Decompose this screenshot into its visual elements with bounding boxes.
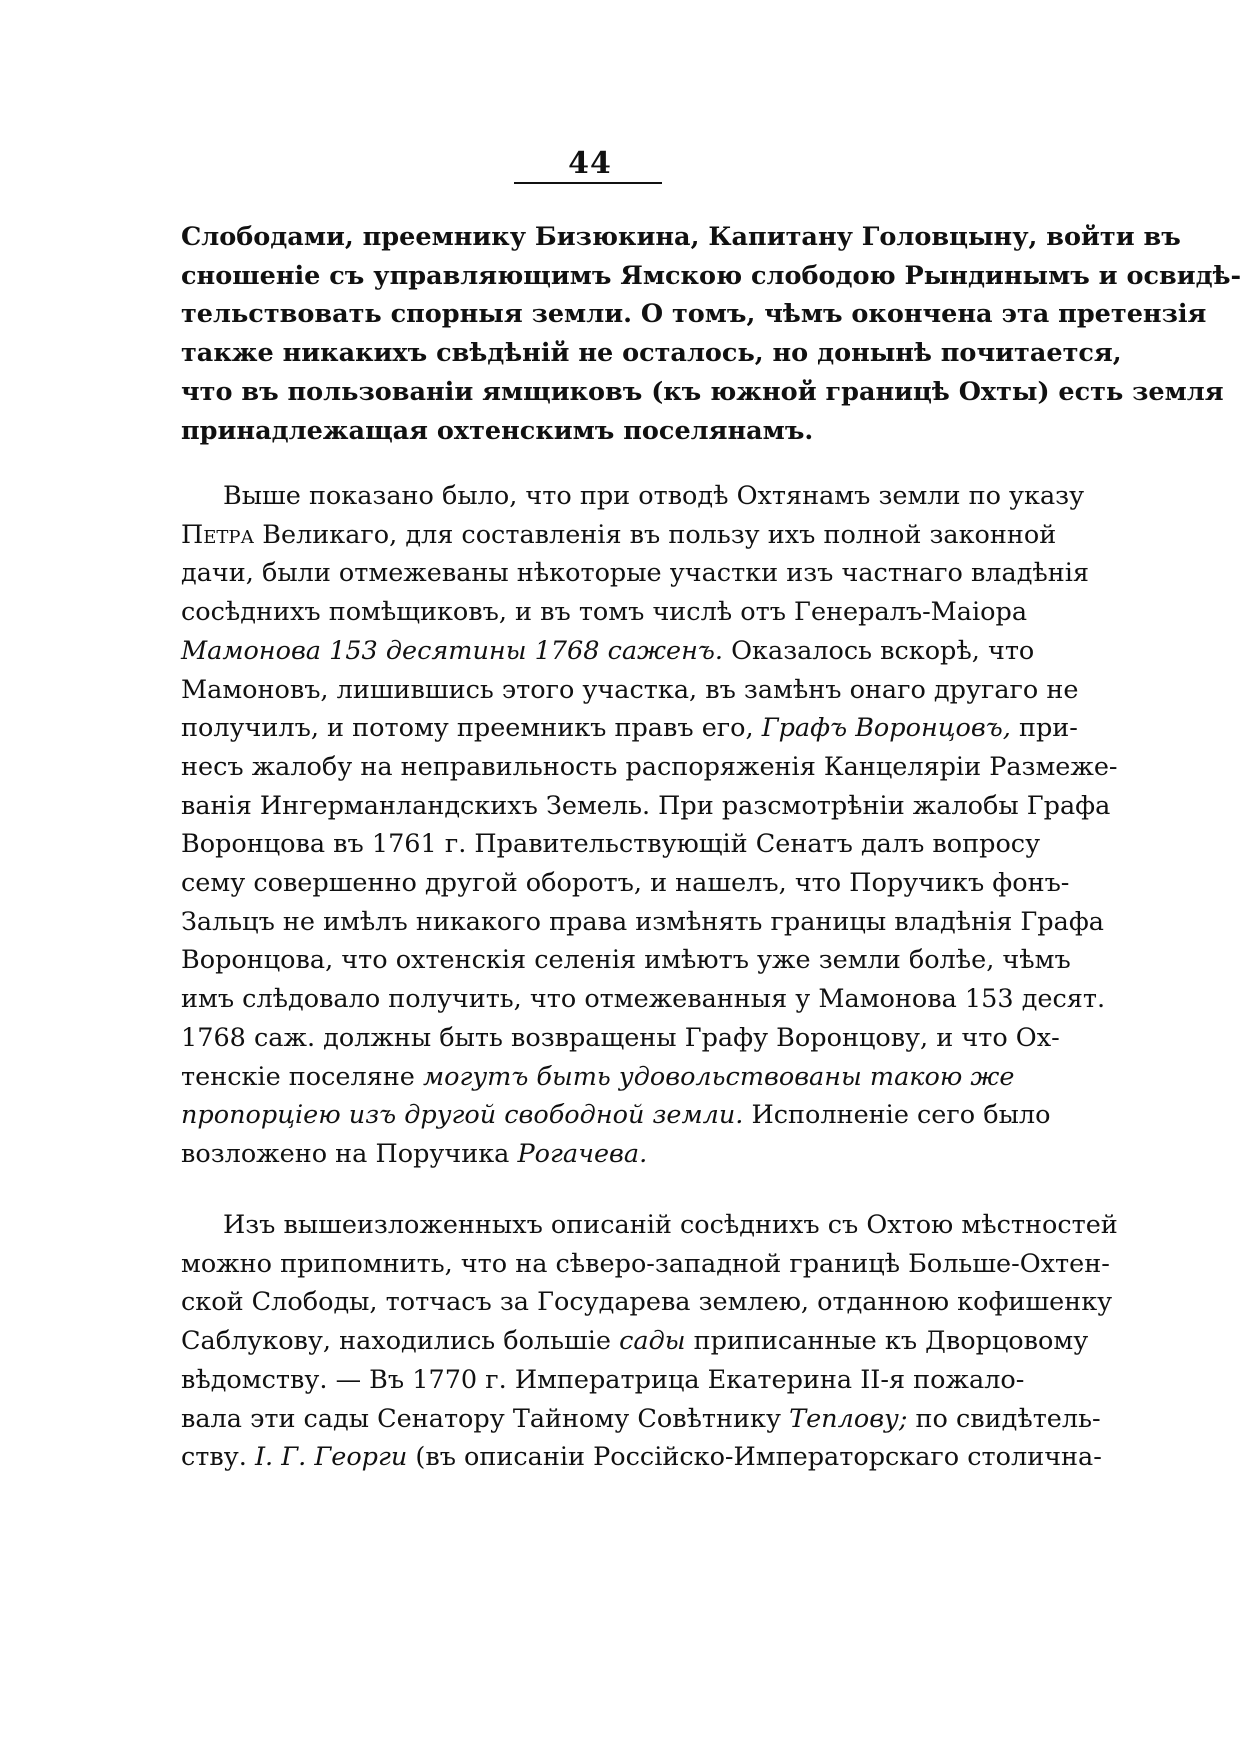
text-line bbox=[181, 1322, 1089, 1361]
text-line bbox=[181, 1400, 1101, 1439]
text-line: Мамоновъ, лишившись этого участка, въ замѣнъ онаго другаго не bbox=[181, 674, 1079, 705]
text-span: приписанные къ Дворцовому bbox=[685, 1326, 1089, 1357]
italic-span: I. Г. Георги bbox=[254, 1442, 408, 1473]
text-span: ству. bbox=[181, 1442, 255, 1473]
page-number-rule bbox=[514, 182, 662, 184]
paragraph-2 bbox=[181, 477, 1118, 1174]
text-span: по свидѣтель- bbox=[907, 1403, 1101, 1434]
italic-span: сады bbox=[619, 1326, 686, 1357]
text-line: сосѣднихъ помѣщиковъ, и въ томъ числѣ отъ Генералъ-Маіора bbox=[181, 597, 1028, 628]
text-line: Воронцова въ 1761 г. Правительствующій Сенатъ далъ вопросу bbox=[181, 829, 1041, 860]
text-span: Петра bbox=[181, 519, 255, 550]
text-line bbox=[181, 1135, 999, 1174]
text-span: тенскіе поселяне bbox=[181, 1061, 423, 1092]
italic-span: Теплову; bbox=[789, 1403, 908, 1434]
text-span: Саблукову, находились большіе bbox=[181, 1326, 620, 1357]
text-line bbox=[181, 516, 1057, 555]
text-line bbox=[181, 1096, 1051, 1135]
text-line: ванія Ингерманландскихъ Земель. При разсмотрѣніи жалобы Графа bbox=[181, 790, 1111, 821]
text-line: Слободами, преемнику Бизюкина, Капитану Головцыну, войти въ bbox=[181, 222, 1181, 252]
text-span: при- bbox=[1010, 713, 1078, 744]
text-line: что въ пользованіи ямщиковъ (къ южной границѣ Охты) есть земля bbox=[181, 376, 1224, 407]
text-line bbox=[181, 1058, 1015, 1097]
italic-span: пропорціею изъ другой свободной земли. bbox=[181, 1100, 744, 1131]
text-line bbox=[181, 632, 1035, 671]
text-line: сношеніе съ управляющимъ Ямскою слободою Рындинымъ и освидѣ- bbox=[181, 260, 1241, 291]
text-span: получилъ, и потому преемникъ правъ его, bbox=[181, 713, 762, 744]
text-line: также никакихъ свѣдѣній не осталось, но донынѣ почитается, bbox=[181, 338, 1122, 369]
text-line: принадлежащая охтенскимъ поселянамъ. bbox=[181, 415, 814, 446]
text-line: Зальцъ не имѣлъ никакого права измѣнять границы владѣнія Графа bbox=[181, 906, 1104, 937]
text-line: дачи, были отмежеваны нѣкоторые участки изъ частнаго владѣнія bbox=[181, 558, 1090, 589]
paragraph-3 bbox=[181, 1206, 1118, 1477]
paragraph-1 bbox=[181, 218, 1241, 450]
text-span: возложено на Поручика bbox=[181, 1138, 518, 1169]
italic-span: Мамонова 153 десятины 1768 саженъ. bbox=[181, 635, 724, 666]
text-line: имъ слѣдовало получить, что отмежеванныя у Мамонова 153 десят. bbox=[181, 984, 1106, 1015]
page-number: 44 bbox=[568, 146, 612, 181]
text-line bbox=[181, 1438, 1102, 1477]
text-line: Воронцова, что охтенскія селенія имѣютъ уже земли болѣе, чѣмъ bbox=[181, 945, 1071, 976]
text-line: несъ жалобу на неправильность распоряженія Канцеляріи Размеже- bbox=[181, 751, 1118, 782]
text-span: (въ описаніи Россійско-Императорскаго столична- bbox=[407, 1442, 1102, 1473]
text-line: сему совершенно другой оборотъ, и нашелъ, что Поручикъ фонъ- bbox=[181, 868, 1070, 899]
text-line: тельствовать спорныя земли. О томъ, чѣмъ окончена эта претензія bbox=[181, 299, 1207, 330]
italic-span: могутъ быть удовольствованы такою же bbox=[422, 1061, 1015, 1092]
text-line: вѣдомству. — Въ 1770 г. Императрица Екатерина II-я пожало- bbox=[181, 1364, 1025, 1395]
text-span: Великаго, для составленія въ пользу ихъ полной законной bbox=[254, 519, 1057, 550]
text-span: Оказалось вскорѣ, что bbox=[723, 635, 1035, 666]
italic-span: Графъ Воронцовъ, bbox=[761, 713, 1011, 744]
text-line: ской Слободы, тотчасъ за Государева землею, отданною кофишенку bbox=[181, 1287, 1113, 1318]
text-line: 1768 саж. должны быть возвращены Графу Воронцову, и что Ох- bbox=[181, 1022, 1060, 1053]
text-line: можно припомнить, что на сѣверо-западной границѣ Больше-Охтен- bbox=[181, 1248, 1110, 1279]
italic-span: Рогачева. bbox=[517, 1138, 648, 1169]
text-line bbox=[181, 709, 1078, 748]
text-line: Изъ вышеизложенныхъ описаній сосѣднихъ съ Охтою мѣстностей bbox=[223, 1210, 1118, 1240]
text-span: Исполненіе сего было bbox=[743, 1100, 1051, 1131]
text-line: Выше показано было, что при отводѣ Охтянамъ земли по указу bbox=[223, 481, 1085, 511]
text-span: вала эти сады Сенатору Тайному Совѣтнику bbox=[181, 1403, 790, 1434]
